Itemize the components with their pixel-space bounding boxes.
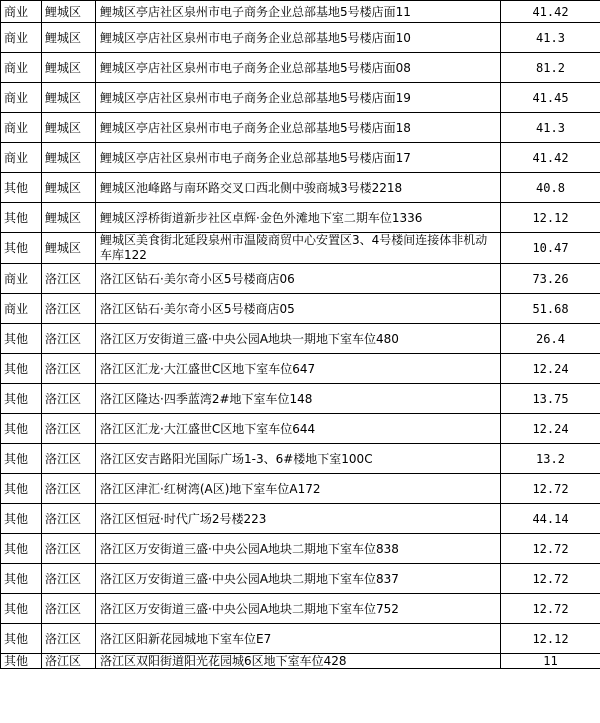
cell-type: 其他 <box>1 624 42 654</box>
cell-district: 鲤城区 <box>42 203 96 233</box>
cell-district: 洛江区 <box>42 624 96 654</box>
cell-district: 洛江区 <box>42 264 96 294</box>
cell-type: 其他 <box>1 233 42 264</box>
table-row <box>1 113 600 143</box>
cell-area: 40.8 <box>501 173 600 203</box>
table-row <box>1 143 600 173</box>
cell-area: 11 <box>501 654 600 669</box>
cell-type: 其他 <box>1 354 42 384</box>
cell-location: 鲤城区亭店社区泉州市电子商务企业总部基地5号楼店面19 <box>96 83 501 113</box>
cell-location: 鲤城区亭店社区泉州市电子商务企业总部基地5号楼店面08 <box>96 53 501 83</box>
cell-area: 73.26 <box>501 264 600 294</box>
cell-area: 12.12 <box>501 624 600 654</box>
table-row <box>1 264 600 294</box>
cell-type: 商业 <box>1 113 42 143</box>
cell-location: 洛江区津汇·红树湾(A区)地下室车位A172 <box>96 474 501 504</box>
cell-type: 其他 <box>1 504 42 534</box>
table-row <box>1 233 600 264</box>
table-row <box>1 444 600 474</box>
cell-type: 商业 <box>1 264 42 294</box>
cell-area: 12.72 <box>501 594 600 624</box>
cell-area: 41.45 <box>501 83 600 113</box>
table-row <box>1 474 600 504</box>
table-row <box>1 504 600 534</box>
cell-district: 洛江区 <box>42 564 96 594</box>
table-row <box>1 384 600 414</box>
cell-location: 洛江区安吉路阳光国际广场1-3、6#楼地下室100C <box>96 444 501 474</box>
cell-type: 其他 <box>1 324 42 354</box>
table-row <box>1 1 600 23</box>
cell-area: 12.72 <box>501 474 600 504</box>
cell-type: 其他 <box>1 384 42 414</box>
cell-location: 鲤城区池峰路与南环路交叉口西北侧中骏商城3号楼2218 <box>96 173 501 203</box>
cell-area: 12.12 <box>501 203 600 233</box>
cell-type: 其他 <box>1 203 42 233</box>
cell-area: 26.4 <box>501 324 600 354</box>
cell-type: 商业 <box>1 23 42 53</box>
cell-location: 洛江区汇龙·大江盛世C区地下室车位644 <box>96 414 501 444</box>
cell-type: 其他 <box>1 534 42 564</box>
table-row <box>1 23 600 53</box>
table-row <box>1 414 600 444</box>
cell-area: 41.42 <box>501 1 600 23</box>
cell-type: 其他 <box>1 444 42 474</box>
cell-location: 鲤城区亭店社区泉州市电子商务企业总部基地5号楼店面11 <box>96 1 501 23</box>
cell-area: 51.68 <box>501 294 600 324</box>
table-row <box>1 654 600 669</box>
cell-location: 洛江区万安街道三盛·中央公园A地块二期地下室车位838 <box>96 534 501 564</box>
cell-type: 其他 <box>1 414 42 444</box>
cell-area: 81.2 <box>501 53 600 83</box>
cell-location: 鲤城区亭店社区泉州市电子商务企业总部基地5号楼店面17 <box>96 143 501 173</box>
cell-district: 鲤城区 <box>42 233 96 264</box>
cell-district: 鲤城区 <box>42 23 96 53</box>
cell-location: 洛江区万安街道三盛·中央公园A地块二期地下室车位752 <box>96 594 501 624</box>
cell-location: 洛江区万安街道三盛·中央公园A地块二期地下室车位837 <box>96 564 501 594</box>
cell-district: 洛江区 <box>42 414 96 444</box>
table-row <box>1 534 600 564</box>
table-row <box>1 83 600 113</box>
cell-location: 洛江区双阳街道阳光花园城6区地下室车位428 <box>96 654 501 669</box>
table-row <box>1 203 600 233</box>
cell-district: 洛江区 <box>42 324 96 354</box>
cell-area: 41.42 <box>501 143 600 173</box>
table-row <box>1 53 600 83</box>
cell-area: 41.3 <box>501 23 600 53</box>
table-row <box>1 594 600 624</box>
cell-type: 商业 <box>1 53 42 83</box>
cell-district: 洛江区 <box>42 654 96 669</box>
cell-type: 商业 <box>1 143 42 173</box>
cell-area: 44.14 <box>501 504 600 534</box>
cell-type: 其他 <box>1 564 42 594</box>
cell-location: 洛江区汇龙·大江盛世C区地下室车位647 <box>96 354 501 384</box>
cell-type: 商业 <box>1 83 42 113</box>
cell-location: 洛江区钻石·美尔奇小区5号楼商店06 <box>96 264 501 294</box>
cell-district: 鲤城区 <box>42 143 96 173</box>
cell-location: 洛江区钻石·美尔奇小区5号楼商店05 <box>96 294 501 324</box>
cell-district: 洛江区 <box>42 594 96 624</box>
table-row <box>1 564 600 594</box>
table-row <box>1 173 600 203</box>
cell-type: 商业 <box>1 294 42 324</box>
cell-district: 鲤城区 <box>42 173 96 203</box>
cell-area: 12.24 <box>501 414 600 444</box>
cell-type: 其他 <box>1 594 42 624</box>
cell-district: 鲤城区 <box>42 83 96 113</box>
cell-district: 鲤城区 <box>42 1 96 23</box>
cell-area: 13.75 <box>501 384 600 414</box>
cell-type: 其他 <box>1 173 42 203</box>
property-table-body <box>1 1 600 669</box>
cell-area: 10.47 <box>501 233 600 264</box>
cell-type: 商业 <box>1 1 42 23</box>
cell-district: 洛江区 <box>42 504 96 534</box>
cell-location: 洛江区隆达·四季蓝湾2#地下室车位148 <box>96 384 501 414</box>
table-row <box>1 294 600 324</box>
table-row <box>1 324 600 354</box>
cell-district: 洛江区 <box>42 294 96 324</box>
cell-district: 鲤城区 <box>42 113 96 143</box>
cell-area: 12.72 <box>501 564 600 594</box>
cell-location: 鲤城区美食街北延段泉州市温陵商贸中心安置区3、4号楼间连接体非机动车库122 <box>96 233 501 264</box>
cell-district: 洛江区 <box>42 384 96 414</box>
cell-location: 鲤城区亭店社区泉州市电子商务企业总部基地5号楼店面18 <box>96 113 501 143</box>
cell-type: 其他 <box>1 474 42 504</box>
cell-type: 其他 <box>1 654 42 669</box>
table-row <box>1 624 600 654</box>
cell-location: 鲤城区浮桥街道新步社区卓辉·金色外滩地下室二期车位1336 <box>96 203 501 233</box>
cell-location: 洛江区恒冠·时代广场2号楼223 <box>96 504 501 534</box>
cell-district: 鲤城区 <box>42 53 96 83</box>
cell-location: 洛江区万安街道三盛·中央公园A地块一期地下室车位480 <box>96 324 501 354</box>
cell-district: 洛江区 <box>42 474 96 504</box>
cell-location: 洛江区阳新花园城地下室车位E7 <box>96 624 501 654</box>
cell-area: 13.2 <box>501 444 600 474</box>
cell-district: 洛江区 <box>42 534 96 564</box>
cell-area: 41.3 <box>501 113 600 143</box>
cell-district: 洛江区 <box>42 444 96 474</box>
cell-area: 12.24 <box>501 354 600 384</box>
cell-area: 12.72 <box>501 534 600 564</box>
cell-district: 洛江区 <box>42 354 96 384</box>
cell-location: 鲤城区亭店社区泉州市电子商务企业总部基地5号楼店面10 <box>96 23 501 53</box>
table-row <box>1 354 600 384</box>
